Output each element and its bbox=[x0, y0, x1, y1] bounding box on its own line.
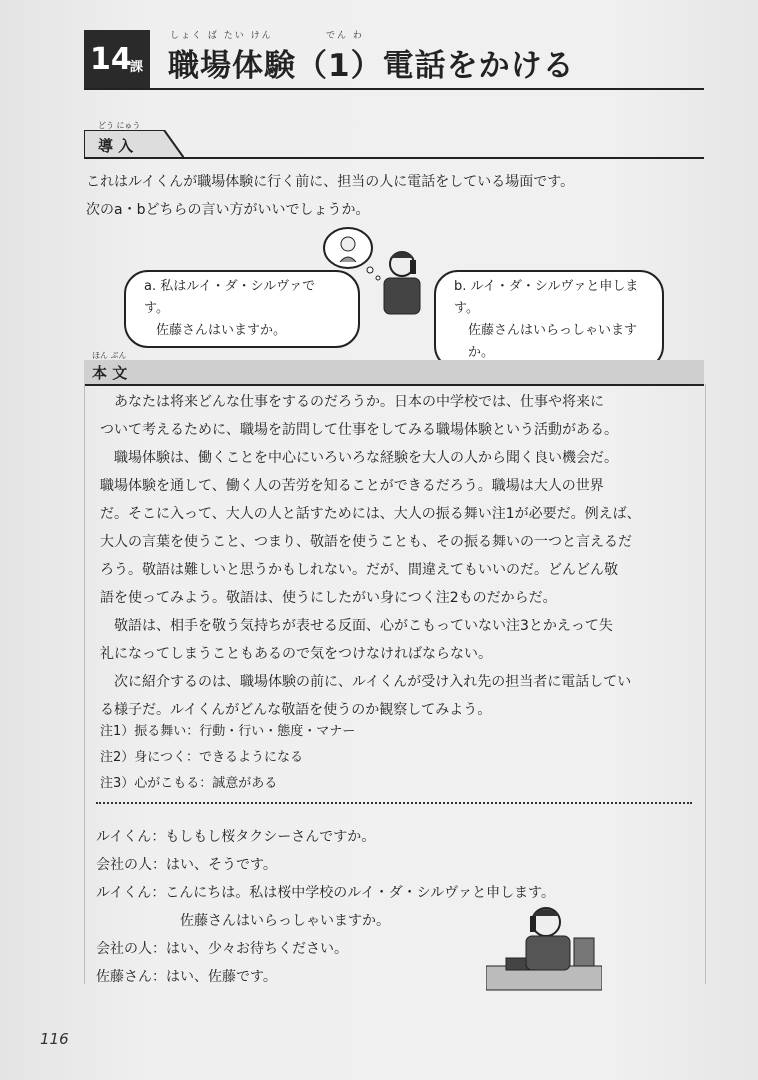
footnote: 注1）振る舞い：行動・行い・態度・マナー bbox=[100, 724, 356, 739]
paragraph-line: ついて考えるために、職場を訪問して仕事をしてみる職場体験という活動がある。 bbox=[100, 422, 618, 438]
option-a-line1: a. 私はルイ・ダ・シルヴァです。 bbox=[144, 279, 316, 316]
dialog-speaker: 佐藤さん bbox=[96, 969, 152, 985]
dialog-speaker: ルイくん bbox=[96, 885, 152, 901]
dialog-line: ルイくん：もしもし桜タクシーさんですか。 bbox=[96, 829, 376, 845]
page-title: 職場体験（1）電話をかける bbox=[168, 48, 575, 84]
dialog-line: 会社の人：はい、少々お待ちください。 bbox=[96, 941, 348, 957]
lesson-number: 14 bbox=[90, 42, 132, 77]
dialog-text: 佐藤さんはいらっしゃいますか。 bbox=[180, 913, 390, 929]
option-a-line2: 佐藤さんはいますか。 bbox=[156, 323, 287, 338]
main-header-bar bbox=[84, 360, 704, 386]
dialog-line: 佐藤さん：はい、佐藤です。 bbox=[96, 969, 277, 985]
dialog-speaker: 会社の人 bbox=[96, 941, 152, 957]
dialog-text: はい、そうです。 bbox=[166, 857, 277, 873]
paragraph-line: 次に紹介するのは、職場体験の前に、ルイくんが受け入れ先の担当者に電話してい bbox=[114, 674, 632, 690]
dialog-speaker: 会社の人 bbox=[96, 857, 152, 873]
paragraph-line: 敬語は、相手を敬う気持ちが表せる反面、心がこもっていない注3とかえって失 bbox=[114, 618, 613, 634]
intro-text-line2: 次のa・bどちらの言い方がいいでしょうか。 bbox=[86, 202, 370, 218]
paragraph-line: ろう。敬語は難しいと思うかもしれない。だが、間違えてもいいのだ。どんどん敬 bbox=[100, 562, 618, 578]
main-furigana: ほん ぶん bbox=[92, 351, 127, 360]
paragraph-line: 語を使ってみよう。敬語は、使うにしたがい身につく注2ものだからだ。 bbox=[100, 590, 557, 606]
option-b-line1: b. ルイ・ダ・シルヴァと申します。 bbox=[454, 279, 639, 316]
dialog-text: はい、少々お待ちください。 bbox=[166, 941, 348, 957]
paragraph-line: 大人の言葉を使うこと、つまり、敬語を使うことも、その振る舞いの一つと言えるだ bbox=[100, 534, 632, 550]
office-worker-phone-illustration bbox=[486, 902, 602, 992]
main-label: 本 文 bbox=[92, 364, 128, 382]
paragraph-line: る様子だ。ルイくんがどんな敬語を使うのか観察してみよう。 bbox=[100, 702, 492, 718]
dialog-text: はい、佐藤です。 bbox=[166, 969, 277, 985]
intro-furigana: どう にゅう bbox=[98, 121, 141, 130]
footnote: 注2）身につく：できるようになる bbox=[100, 750, 304, 765]
lesson-unit: 課 bbox=[130, 60, 144, 75]
dotted-separator bbox=[96, 802, 692, 804]
dialog-speaker: ルイくん bbox=[96, 829, 152, 845]
lesson-badge bbox=[84, 30, 150, 88]
dialog-text: もしもし桜タクシーさんですか。 bbox=[165, 829, 376, 845]
paragraph-line: 礼になってしまうこともあるので気をつけなければならない。 bbox=[100, 646, 492, 662]
dialog-line: 会社の人：はい、そうです。 bbox=[96, 857, 277, 873]
intro-text-line1: これはルイくんが職場体験に行く前に、担当の人に電話をしている場面です。 bbox=[86, 174, 575, 190]
intro-divider bbox=[84, 157, 704, 159]
dialog-line bbox=[180, 910, 390, 930]
paragraph-line: 職場体験は、働くことを中心にいろいろな経験を大人の人から聞く良い機会だ。 bbox=[114, 450, 618, 466]
option-b-bubble bbox=[434, 270, 664, 370]
lesson-header bbox=[84, 30, 704, 90]
footnote: 注3）心がこもる：誠意がある bbox=[100, 776, 278, 791]
paragraph-line: だ。そこに入って、大人の人と話すためには、大人の振る舞い注1が必要だ。例えば、 bbox=[100, 506, 641, 522]
dialog-line: ルイくん：こんにちは。私は桜中学校のルイ・ダ・シルヴァと申します。 bbox=[96, 885, 556, 901]
title-furigana: しょく ば たい けん でん わ bbox=[170, 31, 364, 41]
dialog-text: こんにちは。私は桜中学校のルイ・ダ・シルヴァと申します。 bbox=[165, 885, 556, 901]
option-b-line2: 佐藤さんはいらっしゃいますか。 bbox=[468, 323, 638, 360]
paragraph-line: あなたは将来どんな仕事をするのだろうか。日本の中学校では、仕事や将来に bbox=[114, 394, 604, 410]
page-number: 116 bbox=[40, 1030, 69, 1048]
option-a-bubble bbox=[124, 270, 360, 348]
paragraph-line: 職場体験を通して、働く人の苦労を知ることができるだろう。職場は大人の世界 bbox=[100, 478, 604, 494]
intro-label: 導 入 bbox=[98, 137, 134, 155]
